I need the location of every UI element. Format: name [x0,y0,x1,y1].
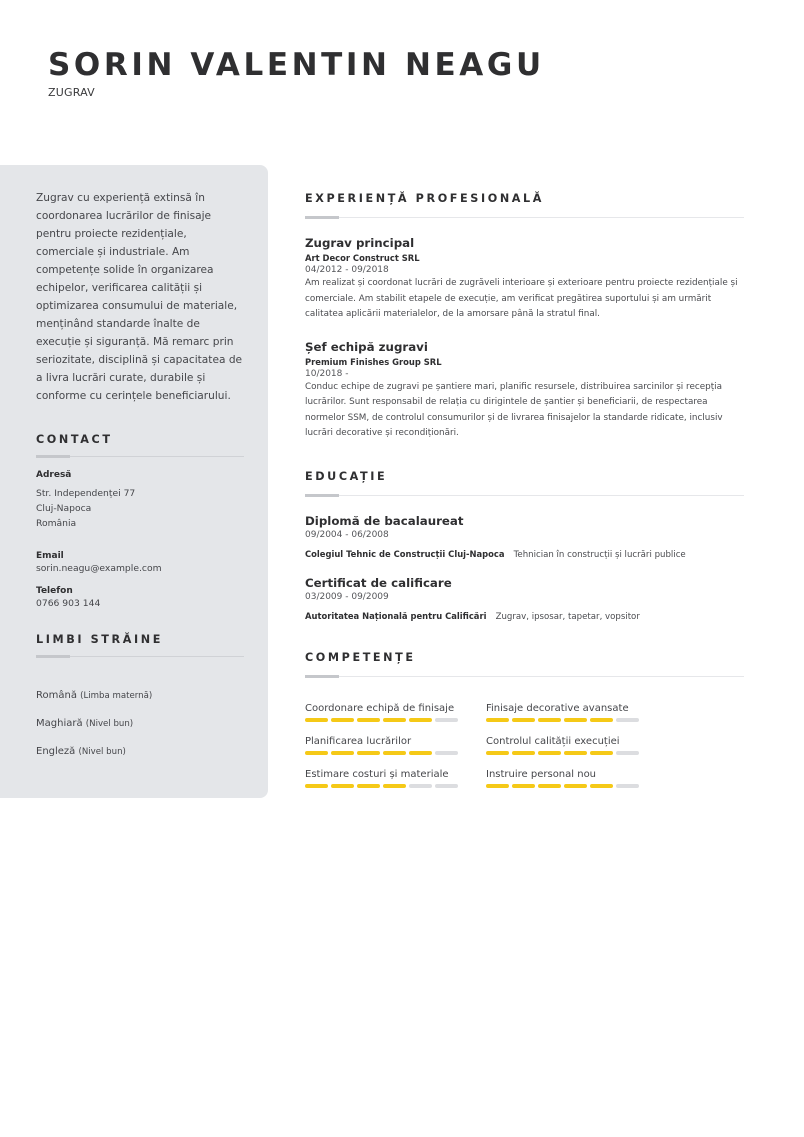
sidebar [0,165,268,798]
rating-segment-filled [383,784,406,788]
skill-name: Controlul calității execuției [486,735,620,747]
skill-rating-bar [305,718,486,722]
skill-item [305,703,486,722]
address-label: Adresă [36,470,72,480]
job-description: Conduc echipe de zugravi pe șantiere mari, planific resursele, distribuirea sarcinilor și recepția lucrărilor. Sunt responsabil de relația cu dirigintele de șantier și beneficiarii, de respectarea normelor SSM, de controlul consumurilor și de livrarea finisajelor la standarde ridicate, inclusiv lucrări decorative și recondiționări. [305,381,723,438]
language-item [36,718,244,729]
skill-item [486,736,667,755]
rating-segment-empty [616,718,639,722]
rating-segment-filled [512,784,535,788]
rating-segment-filled [512,751,535,755]
language-item [36,690,244,701]
rating-segment-filled [331,784,354,788]
rating-segment-empty [435,784,458,788]
job-description: Am realizat și coordonat lucrări de zugrăveli interioare și exterioare pentru proiecte rezidențiale și comerciale. Am stabilit etapele de execuție, am verificat pregătirea suportului și am urmărit calitatea aplicării materialelor, de la amorsare până la stratul final. [305,278,738,319]
institution-name: Colegiul Tehnic de Construcții Cluj-Napoca [305,548,505,559]
section-divider [305,494,744,497]
experience-section [305,192,744,442]
rating-segment-filled [538,718,561,722]
skills-section [305,651,744,788]
email-link[interactable]: sorin.neagu@example.com [36,563,162,574]
rating-segment-filled [486,751,509,755]
rating-segment-filled [383,751,406,755]
rating-segment-filled [331,718,354,722]
section-divider [305,675,744,678]
person-name: SORIN VALENTIN NEAGU [48,47,545,83]
rating-segment-empty [409,784,432,788]
skill-rating-bar [486,718,667,722]
language-name: Engleză [36,746,76,757]
language-item [36,746,244,757]
skill-item [305,736,486,755]
skill-item [486,703,667,722]
education-entry [305,576,744,623]
rating-segment-empty [435,718,458,722]
job-dates: 04/2012 - 09/2018 [305,265,389,275]
education-dates: 03/2009 - 09/2009 [305,591,389,602]
section-divider [305,216,744,219]
rating-segment-filled [357,718,380,722]
rating-segment-filled [409,751,432,755]
rating-segment-filled [564,718,587,722]
rating-segment-filled [409,718,432,722]
rating-segment-filled [486,784,509,788]
skill-name: Instruire personal nou [486,768,597,780]
rating-segment-filled [486,718,509,722]
section-title: LIMBI STRĂINE [36,633,163,646]
phone-number: 0766 903 144 [36,598,101,609]
specialization: Tehnician în construcții și lucrări publice [513,549,686,560]
rating-segment-filled [538,751,561,755]
rating-segment-filled [305,718,328,722]
specialization: Zugrav, ipsosar, tapetar, vopsitor [495,611,640,622]
skill-rating-bar [305,784,486,788]
job-title: ZUGRAV [48,86,95,99]
rating-segment-filled [538,784,561,788]
skills-grid [305,703,744,788]
skill-rating-bar [486,784,667,788]
language-level: (Limba maternă) [80,691,153,701]
address-line: România [36,518,77,529]
rating-segment-empty [616,751,639,755]
rating-segment-filled [305,784,328,788]
section-title: EXPERIENȚĂ PROFESIONALĂ [305,192,545,205]
degree-name: Diplomă de bacalaureat [305,513,464,528]
language-level: (Nivel bun) [85,719,134,729]
profile-summary: Zugrav cu experiență extinsă în coordonarea lucrărilor de finisaje pentru proiecte rezidențiale, comerciale și industriale. Am competențe solide în organizarea echipelor, verificarea calității și optimizarea consumului de materiale, menținând standarde înalte de execuție și siguranță. Mă remarc prin seriozitate, disciplină și capacitatea de a livra lucrări curate, durabile și conforme cu cerințele beneficiarului. [36,192,243,402]
rating-segment-empty [616,784,639,788]
rating-segment-filled [383,718,406,722]
skill-name: Planificarea lucrărilor [305,735,412,747]
education-entry [305,514,744,561]
job-entry [305,340,744,442]
language-level: (Nivel bun) [78,747,126,757]
rating-segment-filled [305,751,328,755]
skill-item [486,769,667,788]
languages-section [36,633,244,757]
rating-segment-filled [331,751,354,755]
phone-label: Telefon [36,586,73,596]
company-name: Art Decor Construct SRL [305,253,420,263]
job-dates: 10/2018 - [305,368,349,379]
skill-rating-bar [486,751,667,755]
email-label: Email [36,551,64,561]
job-position: Zugrav principal [305,236,415,250]
company-name: Premium Finishes Group SRL [305,356,442,367]
language-name: Maghiară [36,718,83,729]
rating-segment-filled [512,718,535,722]
contact-section [36,433,244,611]
institution-name: Autoritatea Națională pentru Calificări [305,610,487,621]
job-position: Șef echipă zugravi [305,339,428,354]
skill-name: Coordonare echipă de finisaje [305,702,455,714]
rating-segment-filled [357,751,380,755]
language-name: Română [36,690,77,701]
rating-segment-filled [564,784,587,788]
rating-segment-filled [564,751,587,755]
section-divider [36,455,244,458]
section-title: EDUCAȚIE [305,469,388,483]
skill-rating-bar [305,751,486,755]
section-title: COMPETENȚE [305,650,416,664]
address-line: Str. Independenței 77 [36,488,136,499]
rating-segment-filled [590,751,613,755]
section-divider [36,655,244,658]
resume-header [48,46,545,99]
degree-name: Certificat de calificare [305,575,452,590]
rating-segment-filled [357,784,380,788]
main-content [305,192,744,788]
rating-segment-filled [590,784,613,788]
rating-segment-empty [435,751,458,755]
education-section [305,470,744,623]
job-entry [305,236,744,323]
skill-name: Finisaje decorative avansate [486,702,629,714]
skill-name: Estimare costuri și materiale [305,768,449,780]
section-title: CONTACT [36,433,113,446]
skill-item [305,769,486,788]
address-line: Cluj-Napoca [36,503,92,514]
rating-segment-filled [590,718,613,722]
education-dates: 09/2004 - 06/2008 [305,529,389,540]
